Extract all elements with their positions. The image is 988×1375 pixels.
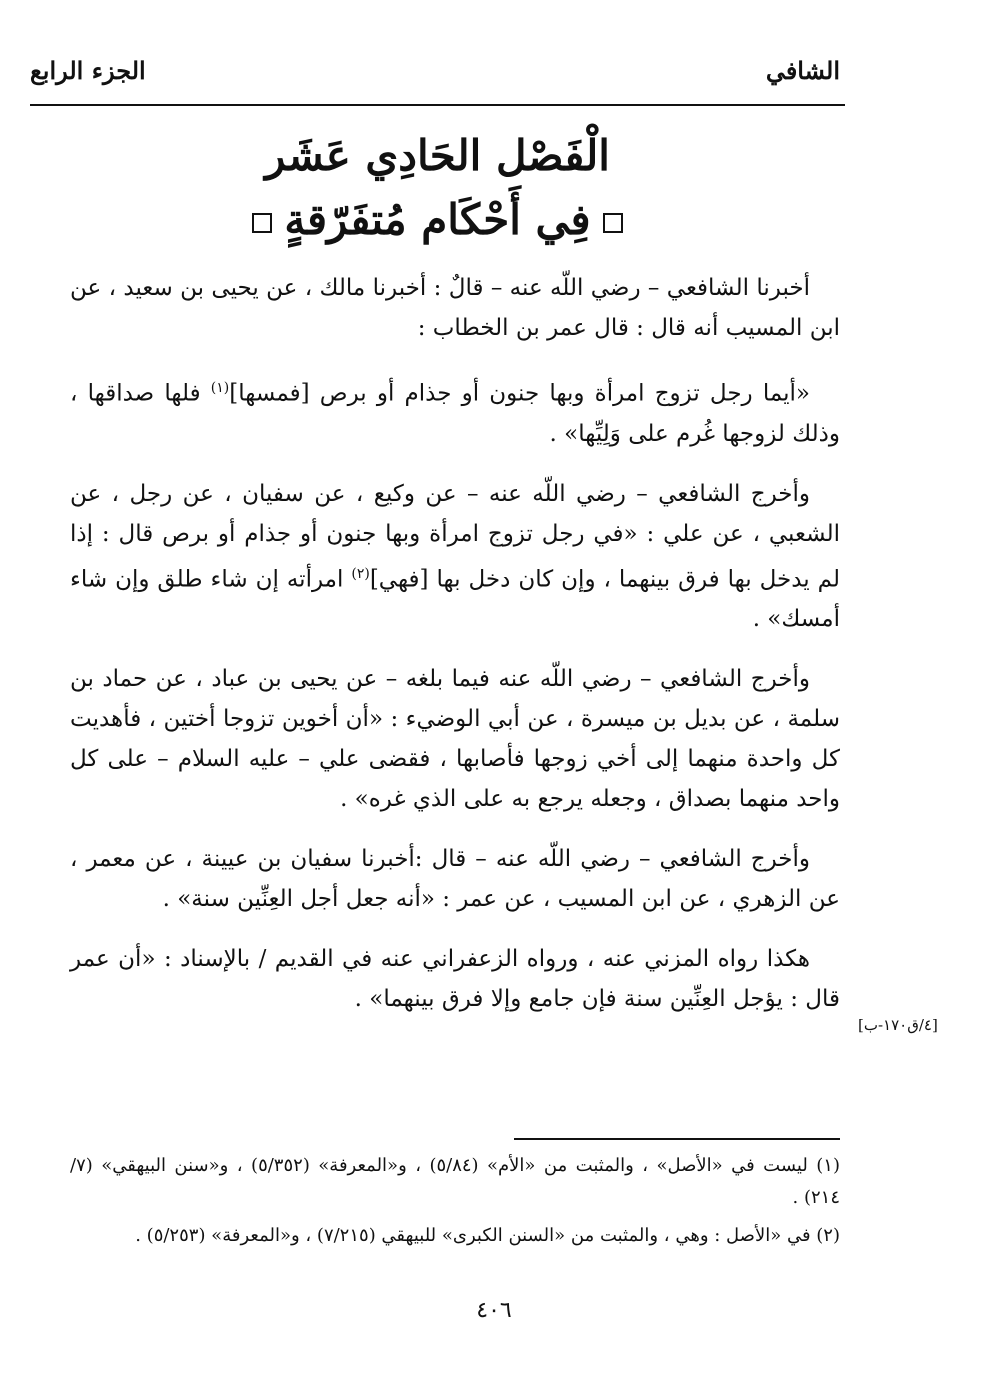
chapter-subtitle: فِي أَحْكَام مُتفَرّقةٍ bbox=[284, 195, 591, 244]
paragraph bbox=[70, 368, 840, 454]
paragraph: وأخرج الشافعي – رضي اللّه عنه – قال :أخبرنا سفيان بن عيينة ، عن معمر ، عن الزهري ، عن ابن المسيب ، عن عمر : «أنه جعل أجل العِنِّين سنة» . bbox=[70, 846, 840, 913]
paragraph-text: «أيما رجل تزوج امرأة وبها جنون أو جذام أو برص [فمسها] bbox=[229, 380, 810, 407]
paragraph: أخبرنا الشافعي – رضي اللّه عنه – قالٌ : أخبرنا مالك ، عن يحيى بن سعيد ، عن ابن المسيب أنه قال : قال عمر بن الخطاب : bbox=[70, 275, 840, 341]
paragraph-text: وأخرج الشافعي – رضي اللّه عنه – عن وكيع ، عن سفيان ، عن رجل ، عن الشعبي ، عن علي : «في رجل تزوج امرأة وبها جنون أو جذام أو برص قال : إذا لم يدخل بها فرق بينهما ، وإن كان دخل بها [فهي] bbox=[70, 480, 840, 593]
footnote-ref[interactable]: (٢) bbox=[351, 565, 370, 582]
chapter-title: الْفَصْل الحَادِي عَشَر bbox=[265, 131, 610, 180]
paragraph bbox=[70, 474, 840, 640]
body-text bbox=[70, 268, 840, 1039]
page-number: ٤٠٦ bbox=[476, 1298, 512, 1323]
paragraph: وأخرج الشافعي – رضي اللّه عنه فيما بلغه – عن يحيى بن عباد ، عن حماد بن سلمة ، عن بديل بن ميسرة ، عن أبي الوضيء : «أن أخوين تزوجا أختين ، فأهديت كل واحدة منهما إلى أخي زوجها فأصابها ، فقضى علي – عليه السلام – على كل واحد منهما بصداق ، وجعله يرجع به على الذي غره» . bbox=[70, 666, 840, 813]
footnote-rule bbox=[514, 1138, 840, 1140]
volume-label: الجزء الرابع bbox=[30, 56, 146, 85]
book-title: الشافي bbox=[765, 56, 840, 85]
footnotes bbox=[70, 1150, 840, 1258]
manuscript-folio-note: [٤/ق١٧٠-ب] bbox=[858, 1016, 938, 1034]
running-head bbox=[30, 56, 840, 96]
footnote-ref[interactable]: (١) bbox=[210, 380, 230, 396]
footnote: (١) ليست في «الأصل» ، والمثبت من «الأم» (٥/٨٤) ، و«المعرفة» (٥/٣٥٢) ، و«سنن البيهقي» (٧/ ٢١٤) . bbox=[70, 1155, 840, 1208]
header-rule bbox=[30, 104, 845, 106]
ornament-box-icon bbox=[252, 213, 272, 233]
ornament-box-icon bbox=[603, 213, 623, 233]
footnote: (٢) في «الأصل : وهي ، والمثبت من «السنن الكبرى» للبيهقي (٧/٢١٥) ، و«المعرفة» (٥/٢٥٣) . bbox=[135, 1225, 840, 1246]
paragraph: هكذا رواه المزني عنه ، ورواه الزعفراني عنه في القديم / بالإسناد : «أن عمر قال : يؤجل العِنِّين سنة فإن جامع وإلا فرق بينهما» . bbox=[70, 946, 840, 1013]
chapter-subtitle-row bbox=[30, 190, 845, 250]
paragraph-text: امرأته إن شاء طلق وإن شاء أمسك» . bbox=[70, 566, 840, 633]
paragraph-text: فلها صداقها ، وذلك لزوجها غُرم على وَلِيِّها» . bbox=[70, 380, 840, 447]
